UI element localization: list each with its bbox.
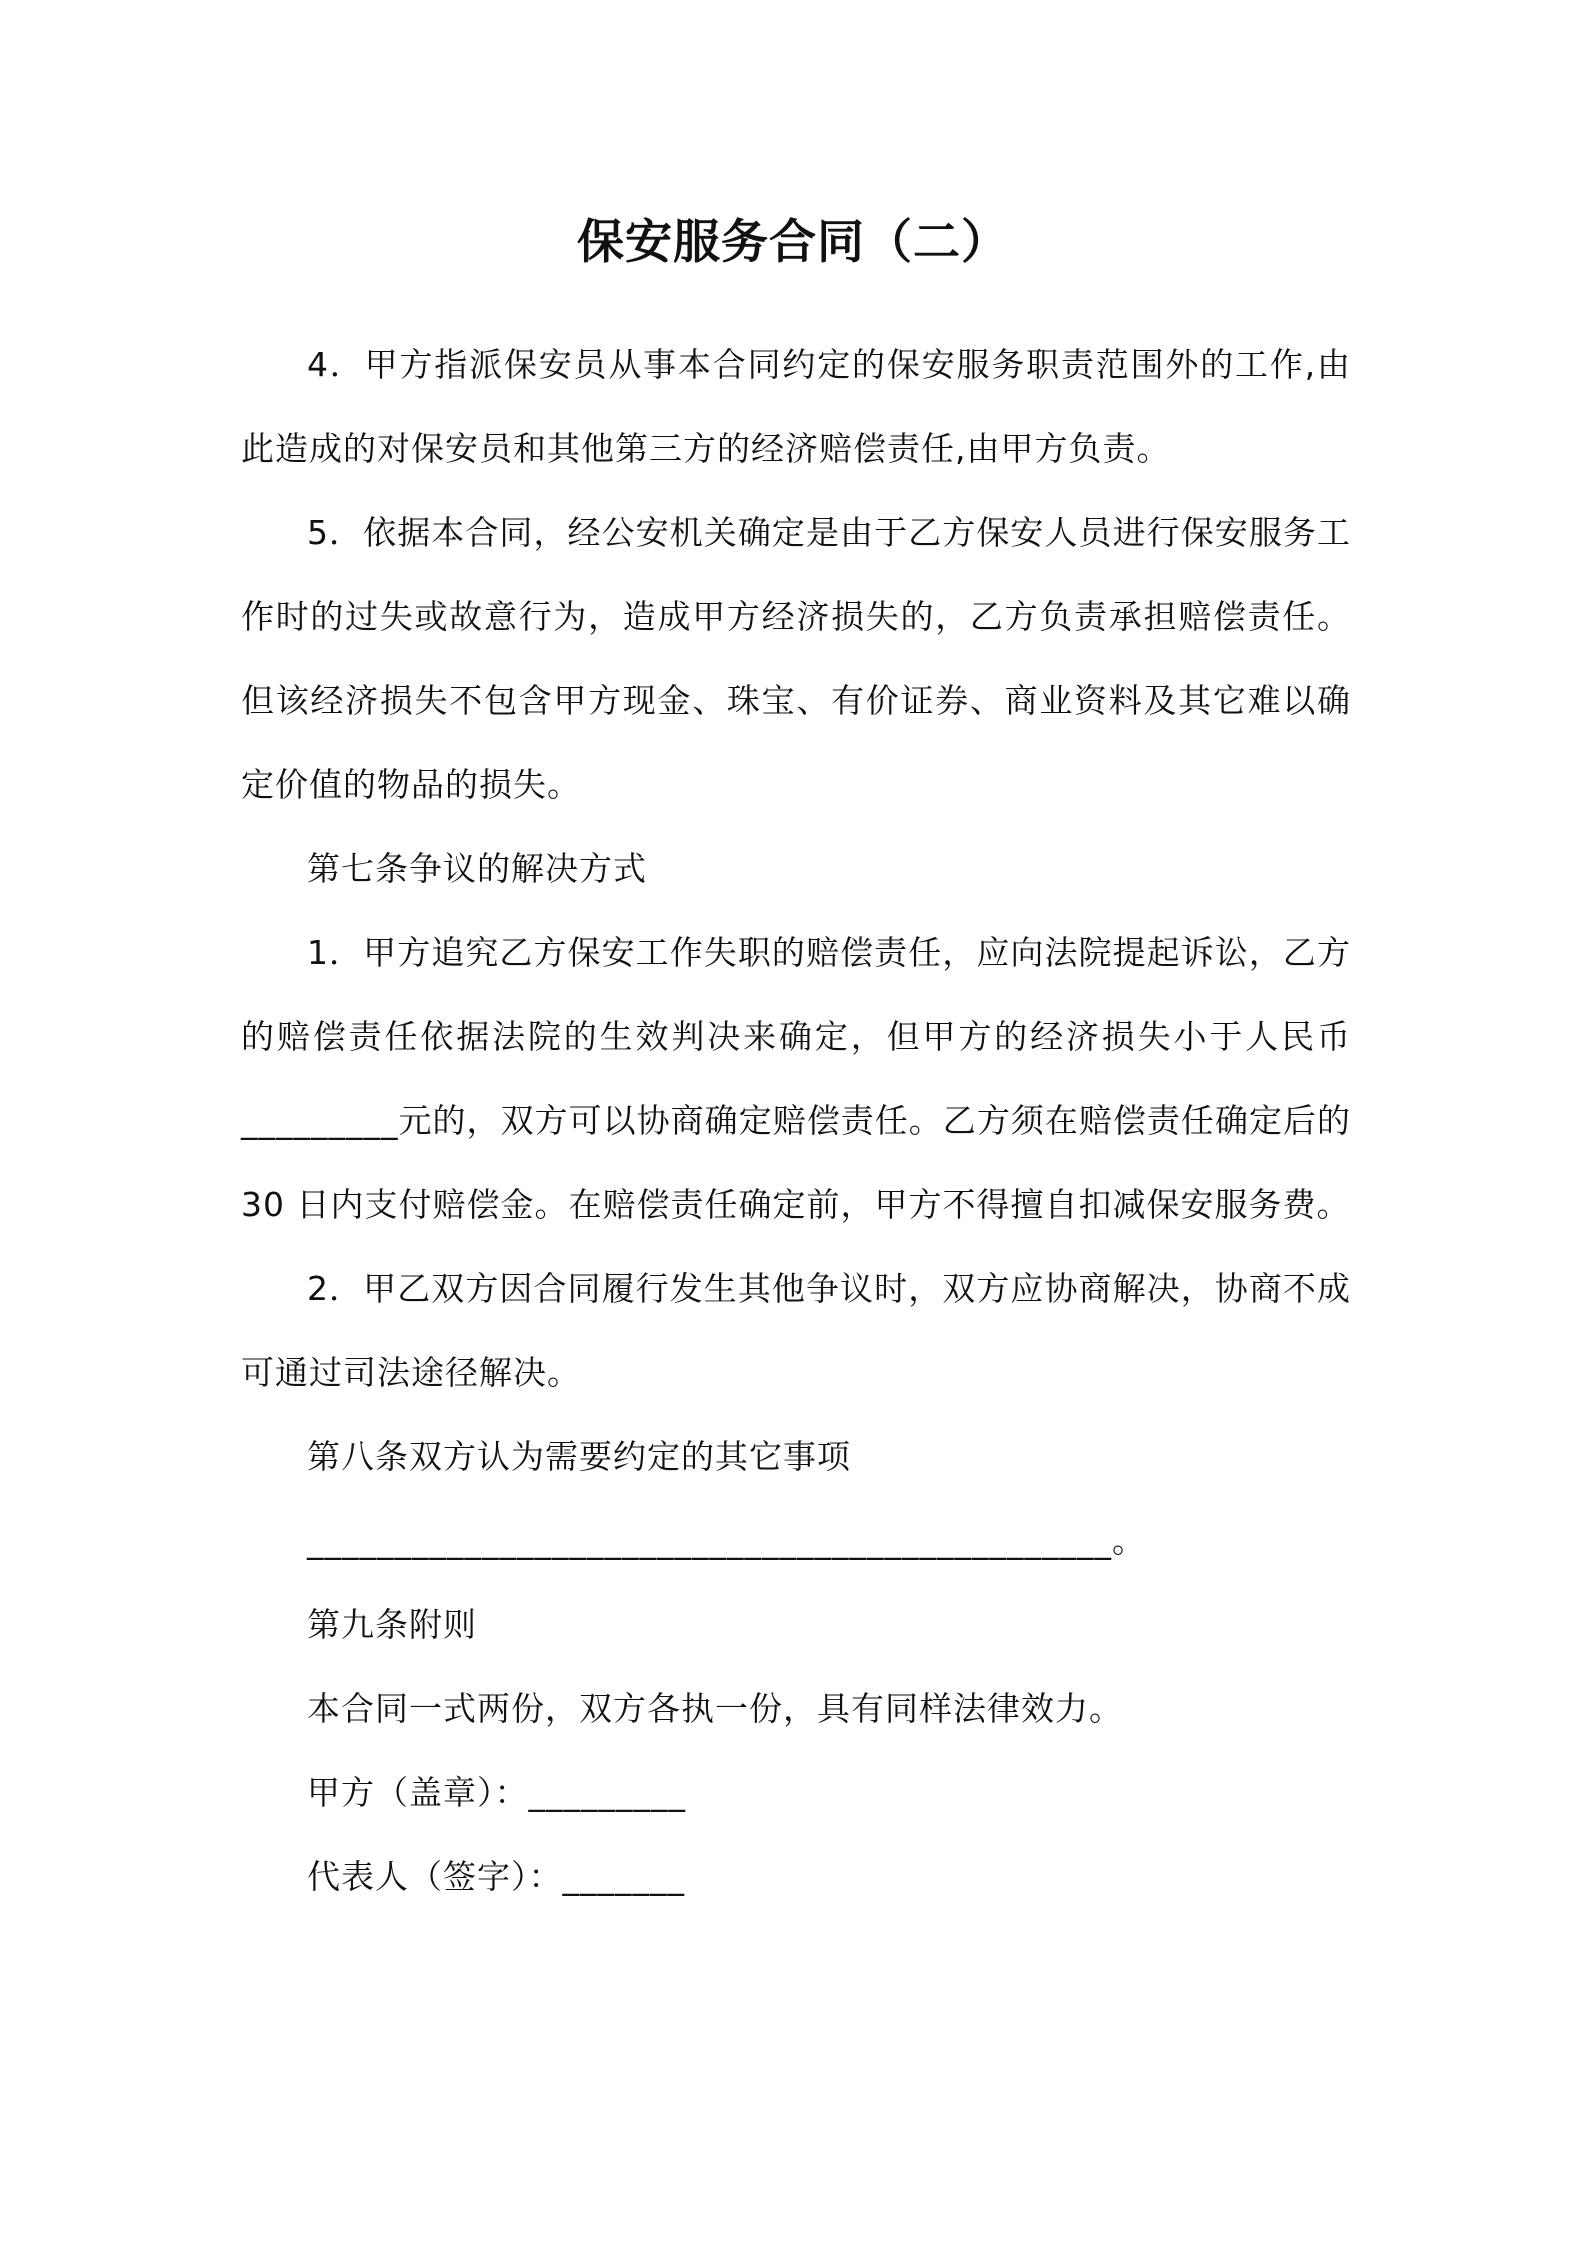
document-title: 保安服务合同（二） bbox=[577, 215, 1009, 270]
clause-4-paragraph: 4．甲方指派保安员从事本合同约定的保安服务职责范围外的工作,由此造成的对保安员和其他第三方的经济赔偿责任,由甲方负责。 bbox=[241, 345, 1351, 468]
clause-5-paragraph: 5．依据本合同，经公安机关确定是由于乙方保安人员进行保安服务工作时的过失或故意行为，造成甲方经济损失的，乙方负责承担赔偿责任。但该经济损失不包含甲方现金、珠宝、有价证券、商业资料及其它难以确定价值的物品的损失。 bbox=[241, 513, 1351, 804]
representative-signature-line: 代表人（签字）：_______ bbox=[307, 1857, 685, 1896]
article-9-heading: 第九条附则 bbox=[307, 1605, 477, 1644]
party-a-seal-line: 甲方（盖章）：_________ bbox=[307, 1773, 686, 1812]
document-body bbox=[241, 323, 1363, 1919]
article-7-heading: 第七条争议的解决方式 bbox=[307, 849, 647, 888]
article-7-item-1: 1．甲方追究乙方保安工作失职的赔偿责任，应向法院提起诉讼，乙方的赔偿责任依据法院的生效判决来确定，但甲方的经济损失小于人民币_________元的，双方可以协商确定赔偿责任。乙方须在赔偿责任确定后的 30 日内支付赔偿金。在赔偿责任确定前，甲方不得擅自扣减保安服务费。 bbox=[241, 933, 1363, 1224]
article-8-heading: 第八条双方认为需要约定的其它事项 bbox=[307, 1437, 851, 1476]
article-7-item-2: 2．甲乙双方因合同履行发生其他争议时，双方应协商解决，协商不成可通过司法途径解决。 bbox=[241, 1269, 1351, 1392]
copies-statement: 本合同一式两份，双方各执一份，具有同样法律效力。 bbox=[307, 1689, 1123, 1728]
article-8-blank-line: ______________________________________________。 bbox=[307, 1521, 1146, 1560]
